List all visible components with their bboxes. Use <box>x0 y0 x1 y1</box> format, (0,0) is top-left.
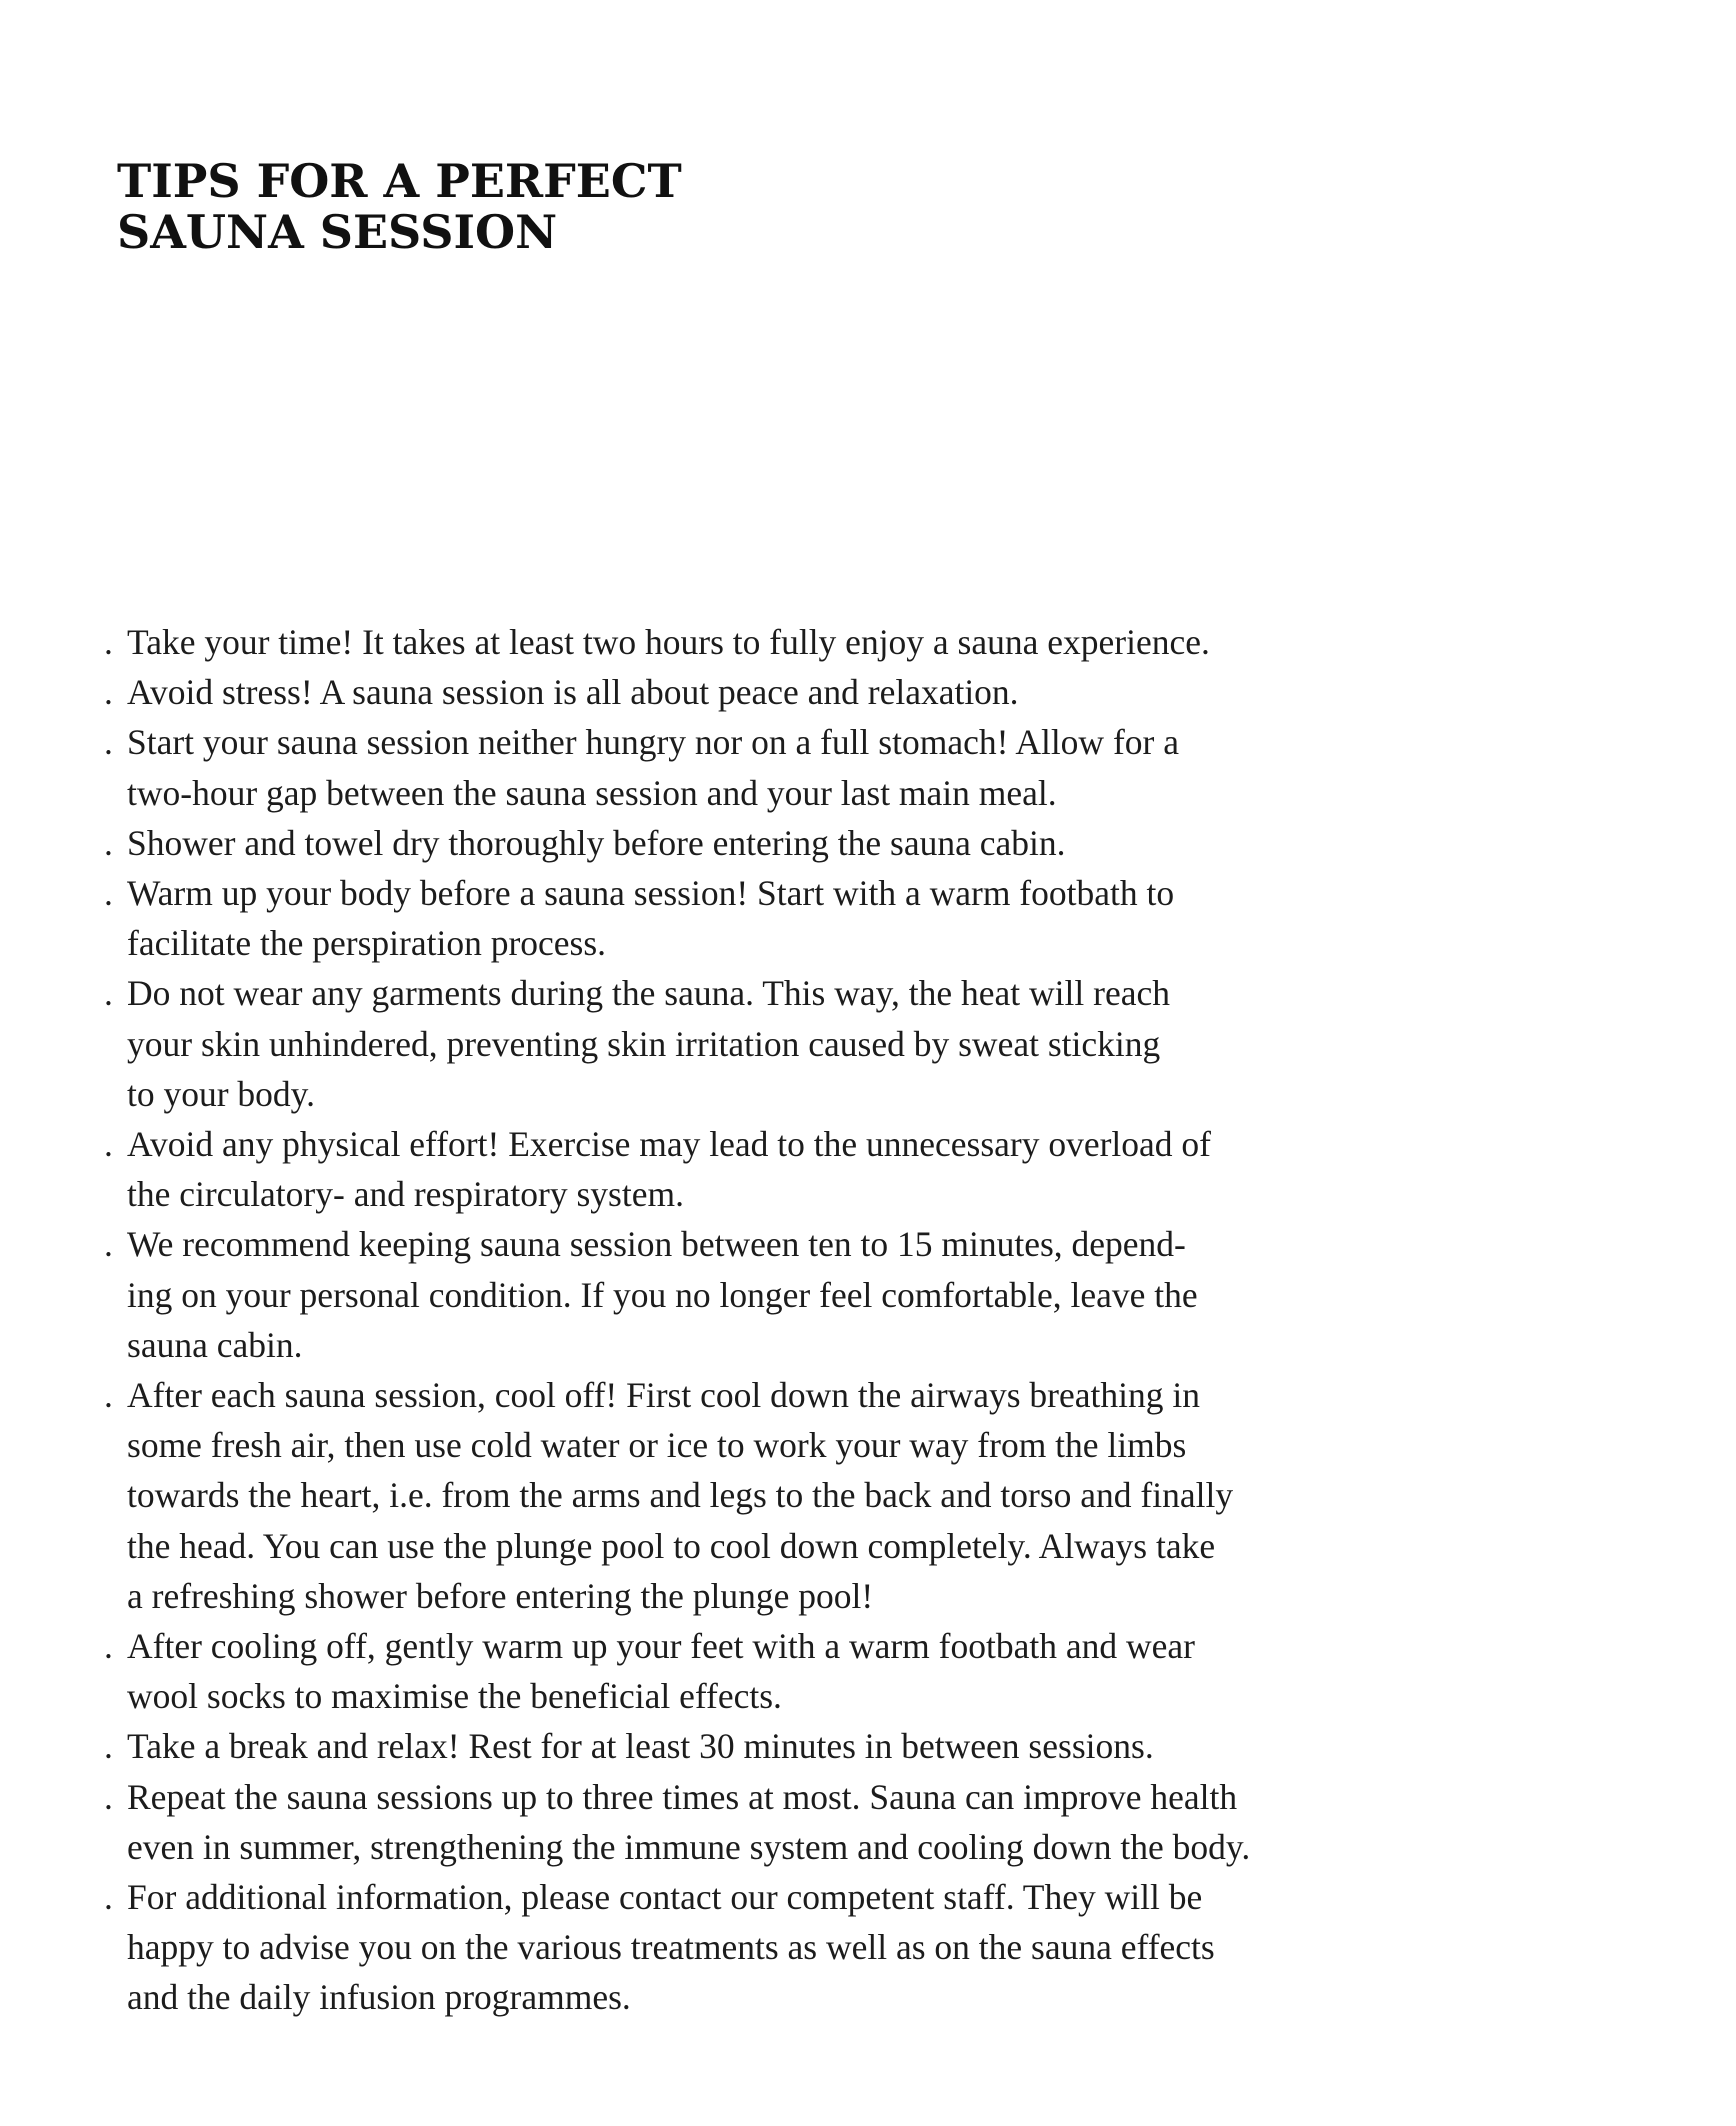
tip-item <box>104 1621 1334 1721</box>
tip-bullet: . <box>104 873 113 914</box>
tip-text-line: sauna cabin. <box>127 1324 303 1365</box>
tip-text-line: the circulatory- and respiratory system. <box>127 1174 684 1215</box>
tip-item <box>104 717 1334 817</box>
tip-text-line: the head. You can use the plunge pool to cool down completely. Always take <box>127 1525 1216 1566</box>
tip-text-line: happy to advise you on the various treatments as well as on the sauna effects <box>127 1927 1215 1968</box>
tip-bullet: . <box>104 973 113 1014</box>
tip-bullet: . <box>104 722 113 763</box>
tip-text-line: Take a break and relax! Rest for at least 30 minutes in between sessions. <box>127 1726 1154 1767</box>
tip-text-line: some fresh air, then use cold water or ice to work your way from the limbs <box>127 1425 1187 1466</box>
tip-text-line: Take your time! It takes at least two hours to fully enjoy a sauna experience. <box>127 622 1210 662</box>
tip-text-line: Repeat the sauna sessions up to three times at most. Sauna can improve health <box>127 1776 1238 1817</box>
tip-text-line: Shower and towel dry thoroughly before entering the sauna cabin. <box>127 822 1066 863</box>
tip-text-line: After each sauna session, cool off! First cool down the airways breathing in <box>127 1375 1200 1416</box>
tip-item <box>104 1119 1334 1219</box>
tip-text-line: After cooling off, gently warm up your feet with a warm footbath and wear <box>127 1626 1195 1667</box>
tip-item <box>104 818 1334 868</box>
tip-text-line: Avoid any physical effort! Exercise may lead to the unnecessary overload of <box>127 1124 1211 1165</box>
tip-bullet: . <box>104 1776 113 1817</box>
tip-item <box>104 868 1334 968</box>
page-title-line-1: TIPS FOR A PERFECT <box>117 154 682 208</box>
tip-item <box>104 1721 1334 1771</box>
page-title-line-2: SAUNA SESSION <box>117 205 558 259</box>
tip-text-line: and the daily infusion programmes. <box>127 1977 631 2018</box>
tip-item <box>104 968 1334 1119</box>
tip-bullet: . <box>104 1726 113 1767</box>
tip-text-line: Avoid stress! A sauna session is all about peace and relaxation. <box>127 672 1019 713</box>
tip-text-line: wool socks to maximise the beneficial effects. <box>127 1676 782 1717</box>
tip-text-line: even in summer, strengthening the immune system and cooling down the body. <box>127 1826 1251 1867</box>
tip-item <box>104 1872 1334 2023</box>
tip-bullet: . <box>104 1375 113 1416</box>
tip-text-line: Warm up your body before a sauna session! Start with a warm footbath to <box>127 873 1175 914</box>
tip-bullet: . <box>104 622 113 662</box>
tip-text-line: facilitate the perspiration process. <box>127 923 607 964</box>
page-title <box>117 156 682 258</box>
tip-text-line: Do not wear any garments during the sauna. This way, the heat will reach <box>127 973 1170 1014</box>
tip-text-line: For additional information, please contact our competent staff. They will be <box>127 1877 1203 1918</box>
tip-bullet: . <box>104 1224 113 1265</box>
tip-item <box>104 667 1334 717</box>
tip-item <box>104 617 1334 667</box>
tip-item <box>104 1219 1334 1370</box>
tip-text-line: towards the heart, i.e. from the arms and legs to the back and torso and finally <box>127 1475 1234 1516</box>
tip-text-line: to your body. <box>127 1073 316 1114</box>
tip-item <box>104 1772 1334 1872</box>
tip-bullet: . <box>104 822 113 863</box>
tip-text-line: your skin unhindered, preventing skin irritation caused by sweat sticking <box>127 1023 1161 1064</box>
tip-bullet: . <box>104 1124 113 1165</box>
tip-text-line: We recommend keeping sauna session between ten to 15 minutes, depend- <box>127 1224 1186 1265</box>
tip-item <box>104 1370 1334 1621</box>
tips-list <box>104 617 1334 2023</box>
tip-text-line: a refreshing shower before entering the plunge pool! <box>127 1575 874 1616</box>
tip-text-line: ing on your personal condition. If you no longer feel comfortable, leave the <box>127 1274 1198 1315</box>
tip-bullet: . <box>104 1877 113 1918</box>
tip-bullet: . <box>104 672 113 713</box>
tip-bullet: . <box>104 1626 113 1667</box>
tip-text-line: two-hour gap between the sauna session and your last main meal. <box>127 772 1057 813</box>
tip-text-line: Start your sauna session neither hungry nor on a full stomach! Allow for a <box>127 722 1179 763</box>
